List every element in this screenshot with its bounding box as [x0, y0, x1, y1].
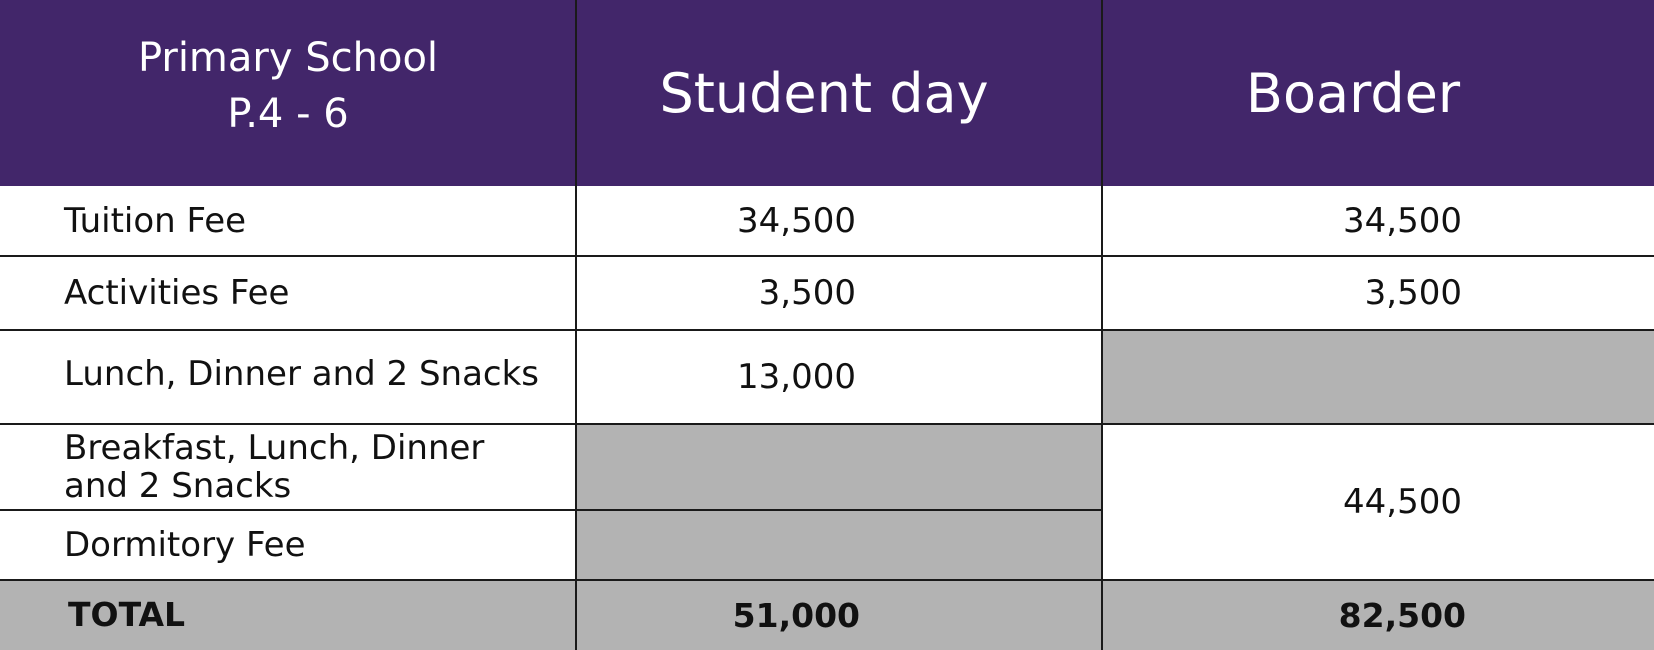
row-label-tuition-fee: [0, 186, 576, 256]
row-label-text: Dormitory Fee: [64, 524, 306, 565]
header-primary-school: [0, 0, 576, 186]
header-boarder: [1102, 0, 1654, 186]
row-label-line2: and 2 Snacks: [64, 466, 292, 506]
header-student-day-label: Student day: [659, 61, 989, 125]
header-grade-range: P.4 - 6: [227, 91, 349, 137]
value-text: 34,500: [1343, 201, 1462, 241]
value-text: 34,500: [737, 201, 856, 241]
row-label-dormitory-fee: [0, 510, 576, 580]
lunch-dinner-snacks-boarder-na: [1102, 330, 1654, 424]
value-text: 44,500: [1343, 482, 1462, 522]
activities-fee-boarder: [1102, 256, 1654, 330]
row-label-breakfast-lunch-dinner-snacks: [0, 424, 576, 510]
value-text: 3,500: [758, 273, 856, 313]
value-text: 3,500: [1364, 273, 1462, 313]
activities-fee-student-day: [576, 256, 1102, 330]
board-and-dormitory-boarder: [1102, 424, 1654, 580]
row-divider-4: [0, 509, 1102, 511]
lunch-dinner-snacks-student-day: [576, 330, 1102, 424]
total-value-text: 51,000: [732, 595, 860, 635]
row-divider-5: [0, 579, 1654, 581]
row-divider-3: [0, 423, 1654, 425]
header-boarder-label: Boarder: [1245, 61, 1461, 125]
row-label-text: Lunch, Dinner and 2 Snacks: [64, 353, 540, 394]
row-label-line1: Breakfast, Lunch, Dinner: [64, 427, 485, 468]
total-boarder: [1102, 580, 1654, 650]
breakfast-lunch-dinner-snacks-student-day-na: [576, 424, 1102, 510]
value-text: 13,000: [737, 357, 856, 397]
row-label-total: [0, 580, 576, 650]
total-label-text: TOTAL: [68, 594, 186, 634]
header-student-day: [576, 0, 1102, 186]
row-label-text: Tuition Fee: [64, 200, 247, 241]
total-value-text: 82,500: [1338, 595, 1466, 635]
row-divider-2: [0, 329, 1654, 331]
tuition-fee-boarder: [1102, 186, 1654, 256]
column-divider-1: [575, 0, 577, 650]
row-label-activities-fee: [0, 256, 576, 330]
row-divider-1: [0, 255, 1654, 257]
tuition-fee-student-day: [576, 186, 1102, 256]
header-school-title: Primary School: [137, 35, 439, 81]
dormitory-fee-student-day-na: [576, 510, 1102, 580]
row-label-lunch-dinner-snacks: [0, 330, 576, 424]
row-label-text: Activities Fee: [64, 272, 290, 313]
total-student-day: [576, 580, 1102, 650]
column-divider-2: [1101, 0, 1103, 650]
